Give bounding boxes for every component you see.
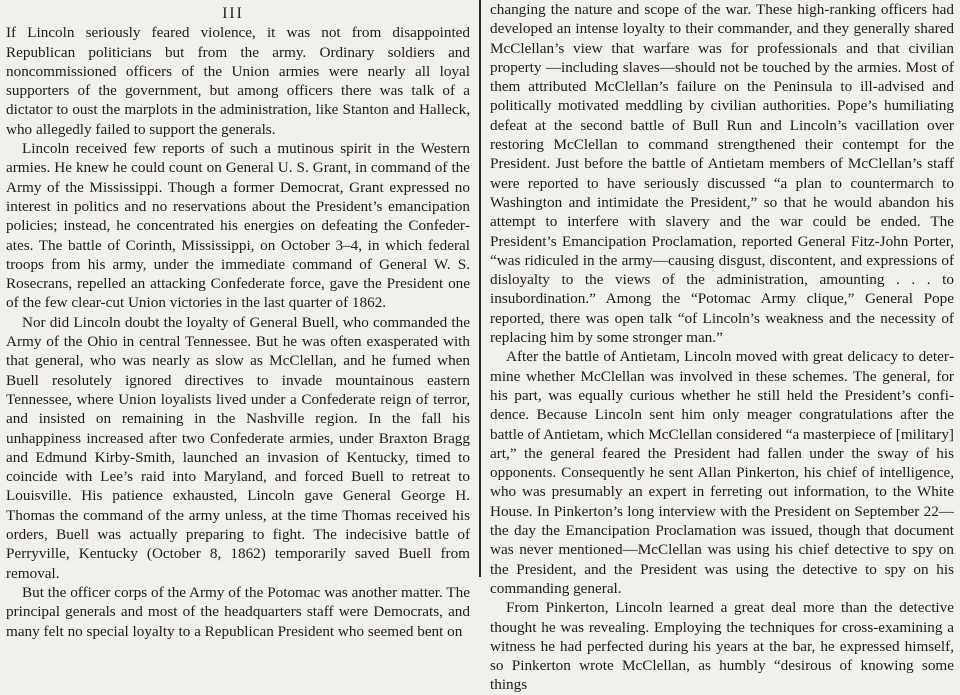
paragraph: After the battle of Antietam, Lincoln moved with great delicacy to determine whether McClellan was involved in these schemes. The general, for his part, was equally curious whether he still held the President’s confidence. Because Lincoln sent him only meager congratulations after the battle of Antietam, which McClellan considered “a masterpiece of [military] art,” the general feared the President had fallen under the sway of his opponents. Consequently he sent Allan Pinkerton, his chief of intelligence, who was presumably an expert in ferreting out information, to the White House. In Pinkerton’s long interview with the President on September 22—the day the Emancipation Proclamation was issued, though that document was never mentioned—McClellan was using his chief detective to spy on the President, and the President was using the detective to spy on his commanding general. — [490, 348, 954, 597]
paragraph: But the officer corps of the Army of the Potomac was another matter. The principal generals and most of the headquarters staff were Democrats, and many felt no special loyalty to a Republican President who seemed bent on — [6, 583, 470, 640]
paragraph: From Pinkerton, Lincoln learned a great deal more than the detective thought he was revealing. Employing the techniques for cross-examining a witness he had perfected during his years at the bar, he expressed himself, so Pinkerton wrote McClellan, as humbly “desirous of knowing some things — [490, 599, 954, 694]
paragraph: Nor did Lincoln doubt the loyalty of General Buell, who commanded the Army of the Ohio in central Tennessee. But he was often exasperated with that general, who was nearly as slow as McClellan, and he fumed when Buell resolutely ignored directives to invade mountainous eastern Tennessee, where Union loyalists lived under a Confederate reign of terror, and insisted on remaining in the Nashville region. In the fall his unhappiness increased after two Confederate armies, under Braxton Bragg and Edmund Kirby-Smith, launched an invasion of Kentucky, timed to coincide with Lee’s raid into Maryland, and forced Buell to retreat to Louisville. His patience exhausted, Lincoln gave General George H. Thomas the command of the army unless, at the time Thomas received his orders, Buell was actually preparing to fight. The indecisive battle of Perryville, Kentucky (October 8, 1862) temporarily saved Buell from removal. — [6, 313, 470, 582]
left-column — [0, 0, 476, 640]
paragraph: Lincoln received few reports of such a mutinous spirit in the Western armies. He knew he could count on General U. S. Grant, in command of the Army of the Mississippi. Though a former Democrat, Grant expressed no interest in politics and no reservations about the President’s emancipation policies; instead, he concentrated his energies on defeating the Confederates. The battle of Corinth, Mississippi, on October 3–4, in which federal troops from his army, under the immediate command of General W. S. Rosecrans, repelled an attacking Confederate force, gave the President one of the few clear-cut Union victories in the last quarter of 1862. — [6, 140, 470, 312]
section-heading: III — [222, 5, 244, 22]
page-gutter-divider — [479, 0, 481, 577]
paragraph: changing the nature and scope of the war. These high-ranking officers had developed an intense loyalty to their commander, and they generally shared McClellan’s view that warfare was for professionals and that civilian property —including slaves—should not be touched by the armies. Most of them attributed McClellan’s failure on the Peninsula to ill-advised and politically motivated meddling by civilian authorities. Pope’s humiliating defeat at the second battle of Bull Run and Lincoln’s vacillation over restoring McClellan to command strengthened their contempt for the President. Just before the battle of Antietam members of McClellan’s staff were reported to have seriously discussed “a plan to countermarch to Washington and intimidate the President,” so that he would abandon his attempt to interfere with slavery and the war could be ended. The President’s Emancipation Proclamation, reported General Fitz-John Porter, “was ridiculed in the army—causing disgust, discontent, and expressions of disloyalty to the views of the administration, amounting . . . to insubordination.” Among the “Potomac Army clique,” General Pope reported, there was open talk “of Lincoln’s weakness and the necessity of replacing him by some stronger man.” — [490, 1, 954, 347]
paragraph: If Lincoln seriously feared violence, it was not from disappointed Republican politicians but from the army. Ordinary soldiers and noncommissioned officers of the Union armies were nearly all loyal supporters of the government, but among officers there was talk of a dictator to oust the marplots in the administration, like Stanton and Halleck, who allegedly failed to support the generals. — [6, 24, 470, 138]
right-column — [484, 0, 960, 694]
